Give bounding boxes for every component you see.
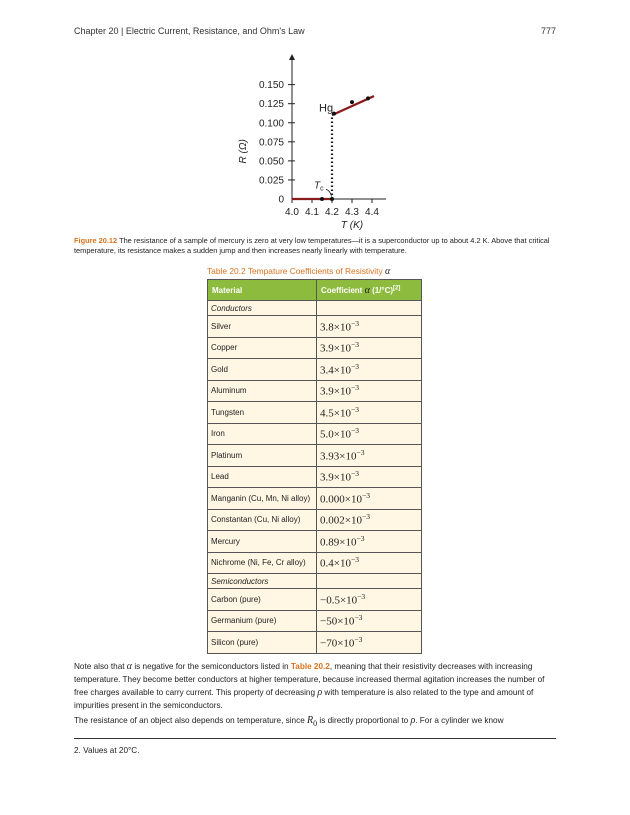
coefficient-cell bbox=[317, 589, 422, 611]
data-point bbox=[350, 100, 354, 104]
table-row bbox=[208, 589, 422, 611]
coefficient-cell bbox=[317, 423, 422, 445]
x-axis-label: T (K) bbox=[340, 220, 364, 231]
header-material: Material bbox=[208, 280, 317, 301]
footnote-divider bbox=[74, 738, 556, 739]
p2-text-a: The resistance of an object also depends on temperature, since bbox=[74, 716, 308, 725]
data-point bbox=[366, 96, 370, 100]
coefficient-exponent: −3 bbox=[350, 383, 359, 393]
material-cell: Germanium (pure) bbox=[208, 610, 317, 632]
resistivity-table bbox=[207, 279, 422, 654]
material-cell: Gold bbox=[208, 359, 317, 381]
x-tick-label: 4.0 bbox=[285, 207, 299, 218]
table-row bbox=[208, 359, 422, 381]
coefficient-mantissa: 0.4×10 bbox=[320, 558, 351, 571]
y-tick-label: 0.125 bbox=[258, 99, 284, 111]
table-title bbox=[207, 266, 390, 277]
material-cell: Carbon (pure) bbox=[208, 589, 317, 611]
data-point bbox=[320, 197, 324, 201]
section-empty-cell bbox=[317, 301, 422, 316]
rho-symbol: ρ bbox=[317, 687, 323, 698]
coefficient-cell bbox=[317, 610, 422, 632]
section-label: Conductors bbox=[208, 301, 317, 316]
paragraph-2 bbox=[74, 714, 556, 730]
figure-caption-text: The resistance of a sample of mercury is zero at very low temperatures—it is a superconductor up to about 4.2 K. Above that critical temperature, its resistance makes a sudden jump and then increases nearly linearly with temperature. bbox=[74, 236, 550, 255]
header-coef-symbol: α bbox=[364, 284, 370, 296]
footnote: 2. Values at 20°C. bbox=[74, 746, 140, 755]
table-row bbox=[208, 610, 422, 632]
resistance-chart bbox=[220, 52, 410, 237]
coefficient-cell bbox=[317, 466, 422, 488]
section-label: Semiconductors bbox=[208, 574, 317, 589]
table-row bbox=[208, 380, 422, 402]
coefficient-cell bbox=[317, 509, 422, 531]
table-link[interactable]: Table 20.2 bbox=[290, 662, 330, 671]
material-cell: Mercury bbox=[208, 531, 317, 553]
coefficient-exponent: −3 bbox=[361, 490, 370, 500]
material-cell: Platinum bbox=[208, 445, 317, 467]
x-tick-label: 4.3 bbox=[345, 207, 359, 218]
coefficient-cell bbox=[317, 402, 422, 424]
table-header-row bbox=[208, 280, 422, 301]
paragraph-1 bbox=[74, 660, 556, 712]
table-row bbox=[208, 488, 422, 510]
tc-label-main: T bbox=[314, 180, 321, 192]
coefficient-exponent: −3 bbox=[350, 469, 359, 479]
table-row bbox=[208, 445, 422, 467]
coefficient-mantissa: 3.93×10 bbox=[320, 450, 357, 463]
table-title-symbol: α bbox=[384, 266, 391, 277]
header-coef-label: Coefficient bbox=[321, 285, 363, 295]
table-row bbox=[208, 402, 422, 424]
coefficient-cell bbox=[317, 380, 422, 402]
coefficient-mantissa: 3.8×10 bbox=[320, 321, 351, 334]
chapter-header: Chapter 20 | Electric Current, Resistance, and Ohm's Law bbox=[74, 26, 305, 36]
coefficient-mantissa: −70×10 bbox=[320, 637, 355, 650]
figure-label: Figure 20.12 bbox=[74, 236, 118, 245]
material-cell: Manganin (Cu, Mn, Ni alloy) bbox=[208, 488, 317, 510]
coefficient-mantissa: 4.5×10 bbox=[320, 407, 351, 420]
x-tick-label: 4.2 bbox=[325, 207, 339, 218]
coefficient-cell bbox=[317, 552, 422, 574]
coefficient-exponent: −3 bbox=[350, 426, 359, 436]
x-tick-label: 4.1 bbox=[305, 207, 319, 218]
p2-text-b: is directly proportional to bbox=[317, 716, 411, 725]
table-row bbox=[208, 316, 422, 338]
x-tick-label: 4.4 bbox=[365, 207, 379, 218]
footnote-ref[interactable]: [2] bbox=[393, 284, 401, 291]
y-tick-label: 0.150 bbox=[258, 80, 284, 92]
coefficient-exponent: −3 bbox=[354, 634, 363, 644]
p1-text-a: Note also that bbox=[74, 662, 127, 671]
coefficient-cell bbox=[317, 359, 422, 381]
coefficient-exponent: −3 bbox=[350, 361, 359, 371]
tc-label-sub: c bbox=[320, 185, 324, 193]
material-cell: Silver bbox=[208, 316, 317, 338]
coefficient-cell bbox=[317, 531, 422, 553]
table-section-row bbox=[208, 574, 422, 589]
section-empty-cell bbox=[317, 574, 422, 589]
coefficient-mantissa: 3.9×10 bbox=[320, 343, 351, 356]
p1-text-c: , meaning that their resistivity decreases with increasing temperature. They become better conductors at higher temperature, because increased thermal agitation increases the number of free charges available to carry current. This property of decreasing bbox=[74, 662, 545, 697]
table-row bbox=[208, 423, 422, 445]
header-coefficient bbox=[317, 280, 422, 301]
material-cell: Lead bbox=[208, 466, 317, 488]
material-cell: Tungsten bbox=[208, 402, 317, 424]
coefficient-exponent: −3 bbox=[354, 613, 363, 623]
coefficient-mantissa: 5.0×10 bbox=[320, 429, 351, 442]
coefficient-exponent: −3 bbox=[350, 318, 359, 328]
material-cell: Copper bbox=[208, 337, 317, 359]
coefficient-mantissa: 0.000×10 bbox=[320, 493, 362, 506]
coefficient-mantissa: −0.5×10 bbox=[320, 594, 358, 607]
coefficient-exponent: −3 bbox=[356, 533, 365, 543]
r-symbol: R bbox=[307, 715, 314, 726]
y-tick-label: 0.050 bbox=[258, 156, 284, 168]
table-row bbox=[208, 337, 422, 359]
r0-symbol bbox=[307, 715, 317, 726]
y-tick-label: 0.075 bbox=[258, 137, 284, 149]
y-tick-label: 0.025 bbox=[258, 175, 284, 187]
material-cell: Nichrome (Ni, Fe, Cr alloy) bbox=[208, 552, 317, 574]
material-cell: Silicon (pure) bbox=[208, 632, 317, 654]
y-axis-arrow bbox=[289, 54, 295, 60]
figure-caption bbox=[74, 236, 556, 255]
coefficient-mantissa: −50×10 bbox=[320, 616, 355, 629]
coefficient-cell bbox=[317, 488, 422, 510]
coefficient-exponent: −3 bbox=[350, 340, 359, 350]
table-row bbox=[208, 552, 422, 574]
p1-text-b: is negative for the semiconductors listed in bbox=[132, 662, 291, 671]
page-number: 777 bbox=[540, 26, 556, 36]
data-point bbox=[330, 197, 334, 201]
r-subscript: 0 bbox=[313, 719, 318, 728]
coefficient-exponent: −3 bbox=[356, 447, 365, 457]
table-title-text: Table 20.2 Tempature Coefficients of Resistivity bbox=[207, 266, 383, 276]
table-row bbox=[208, 466, 422, 488]
material-cell: Iron bbox=[208, 423, 317, 445]
coefficient-cell bbox=[317, 632, 422, 654]
rho-symbol-2: ρ bbox=[410, 715, 416, 726]
alpha-symbol: α bbox=[126, 661, 133, 672]
coefficient-exponent: −3 bbox=[350, 404, 359, 414]
tc-label bbox=[314, 180, 324, 192]
tc-leader-line bbox=[326, 189, 332, 196]
table-row bbox=[208, 509, 422, 531]
y-tick-label: 0.100 bbox=[258, 118, 284, 130]
coefficient-mantissa: 3.9×10 bbox=[320, 386, 351, 399]
coefficient-exponent: −3 bbox=[357, 591, 366, 601]
table-row bbox=[208, 531, 422, 553]
coefficient-mantissa: 0.89×10 bbox=[320, 536, 357, 549]
coefficient-cell bbox=[317, 337, 422, 359]
coefficient-mantissa: 3.9×10 bbox=[320, 472, 351, 485]
table-row bbox=[208, 632, 422, 654]
y-axis-label: R (Ω) bbox=[238, 139, 249, 164]
header-coef-unit: (1/°C) bbox=[372, 285, 394, 295]
series-label-hg: Hg bbox=[319, 102, 334, 115]
p1-text-d: with temperature is also related to the type and amount of impurities present in the semiconductors. bbox=[74, 688, 534, 710]
coefficient-exponent: −3 bbox=[350, 555, 359, 565]
y-tick-label: 0 bbox=[278, 194, 284, 206]
coefficient-mantissa: 0.002×10 bbox=[320, 515, 362, 528]
coefficient-mantissa: 3.4×10 bbox=[320, 364, 351, 377]
coefficient-exponent: −3 bbox=[361, 512, 370, 522]
coefficient-cell bbox=[317, 316, 422, 338]
p2-text-c: . For a cylinder we know bbox=[415, 716, 504, 725]
coefficient-cell bbox=[317, 445, 422, 467]
table-section-row bbox=[208, 301, 422, 316]
material-cell: Constantan (Cu, Ni alloy) bbox=[208, 509, 317, 531]
material-cell: Aluminum bbox=[208, 380, 317, 402]
